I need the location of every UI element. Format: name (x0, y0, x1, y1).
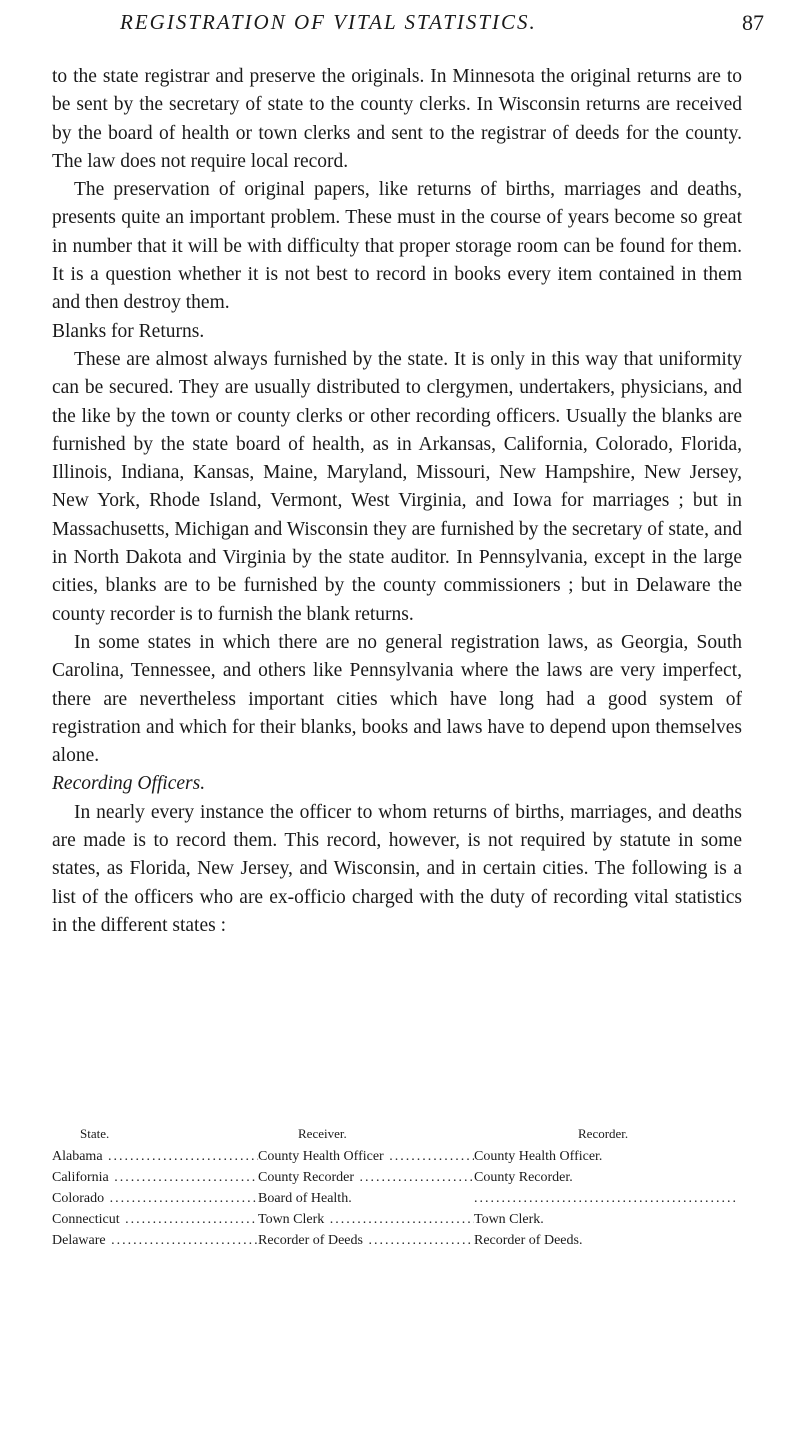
state-cell: Connecticut ..... (52, 1209, 258, 1230)
paragraph: to the state registrar and preserve the originals. In Minnesota the original returns are to be sent by the secretary of state to the county clerks. In Wisconsin returns are received by the board of health or town clerks and sent to the registrar of deeds for the county. The law does not require local record. (52, 66, 742, 172)
running-title: REGISTRATION OF VITAL STATISTICS. (120, 10, 537, 34)
recorder-cell (474, 1188, 744, 1209)
section-heading-blanks: Blanks for Returns. (52, 320, 205, 342)
paragraph: The preservation of original papers, like returns of births, marriages and deaths, presents quite an important problem. These must in the course of years become so great in number that it will be with difficulty that proper storage room can be found for them. It is a question whether it is not best to record in books every item contained in them and then destroy them. (52, 179, 742, 314)
table-row (52, 1209, 752, 1230)
table-header (52, 1123, 752, 1144)
paragraph: These are almost always furnished by the state. It is only in this way that uniformity can be secured. They are usually distributed to clergymen, undertakers, physicians, and the like by the town or county clerks or other recording officers. Usually the blanks are furnished by the state board of health, as in Arkansas, California, Colorado, Florida, Illinois, Indiana, Kansas, Maine, Maryland, Missouri, New Hampshire, New Jersey, New York, Rhode Island, Vermont, West Virginia, and Iowa for marriages ; but in Massachusetts, Michigan and Wisconsin they are furnished by the secretary of state, and in North Dakota and Virginia by the state auditor. In Pennsylvania, except in the large cities, blanks are to be furnished by the county commissioners ; but in Delaware the county recorder is to furnish the blank returns. (52, 348, 742, 625)
paragraph: In nearly every instance the officer to whom returns of births, marriages, and deaths are made is to record them. This record, however, is not required by statute in some states, as Florida, New Jersey, and Wisconsin, and in certain cities. The following is a list of the officers who are ex-officio charged with the duty of recording vital statistics in the different states : (52, 801, 742, 936)
receiver-cell: Board of Health. (258, 1191, 352, 1206)
recorder-cell: Town Clerk. (474, 1212, 544, 1227)
state-cell: Alabama ..... (52, 1146, 258, 1167)
recorder-cell: Recorder of Deeds. (474, 1233, 583, 1248)
state-cell: California ..... (52, 1167, 258, 1188)
column-header-state: State. (80, 1126, 110, 1141)
officers-table (52, 1123, 752, 1251)
section-heading-recording-officers: Recording Officers. (52, 773, 206, 795)
column-header-receiver: Receiver. (298, 1126, 347, 1141)
recorder-cell: County Recorder. (474, 1170, 573, 1185)
receiver-cell: County Recorder ..... (258, 1167, 474, 1188)
receiver-cell: Town Clerk ..... (258, 1209, 474, 1230)
column-header-recorder: Recorder. (578, 1126, 629, 1141)
page-number: 87 (742, 10, 764, 35)
state-cell: Delaware ..... (52, 1230, 258, 1251)
table-row (52, 1230, 752, 1251)
receiver-cell: County Health Officer ..... (258, 1146, 474, 1167)
table-row (52, 1146, 752, 1167)
state-cell: Colorado ..... (52, 1188, 258, 1209)
recorder-cell: County Health Officer. (474, 1149, 603, 1164)
paragraph: In some states in which there are no general registration laws, as Georgia, South Carolina, Tennessee, and others like Pennsylvania where the laws are very imperfect, there are nevertheless important cities which have long had a good system of registration and which for their blanks, books and laws have to depend upon themselves alone. (52, 631, 742, 767)
table-row (52, 1167, 752, 1188)
running-head (0, 4, 800, 44)
body-text (52, 63, 742, 940)
table-row (52, 1188, 752, 1209)
receiver-cell: Recorder of Deeds ..... (258, 1230, 474, 1251)
